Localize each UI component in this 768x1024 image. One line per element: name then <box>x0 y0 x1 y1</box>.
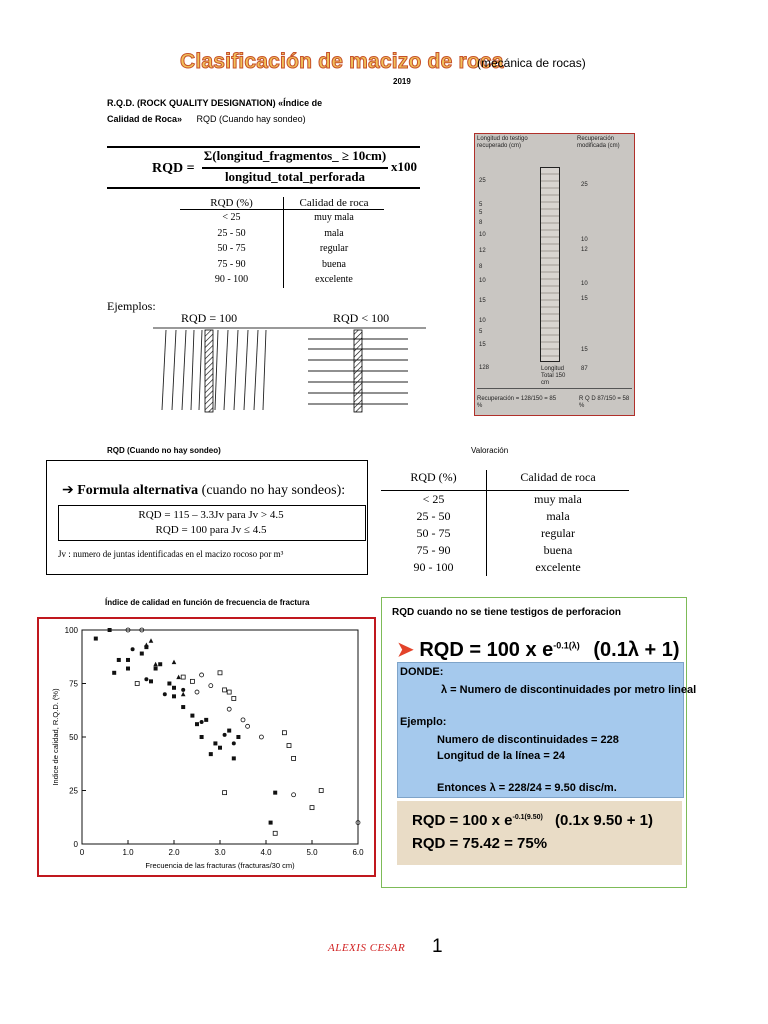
x-tick-label: 4.0 <box>260 848 272 857</box>
data-point <box>195 722 199 726</box>
result-final: RQD = 75.42 = 75% <box>412 835 548 852</box>
photo-value: 15 <box>479 342 486 348</box>
data-point <box>200 735 204 739</box>
data-point <box>181 688 185 692</box>
table-cell-rqd: 50 - 75 <box>217 243 246 255</box>
data-point <box>149 638 154 643</box>
table-cell-rqd: < 25 <box>222 212 241 224</box>
core-sample-column <box>540 167 560 362</box>
result-formula <box>412 812 653 829</box>
data-point <box>181 692 186 697</box>
table-row <box>381 559 629 576</box>
rqd-heading-line2-row <box>107 111 367 127</box>
table-cell-rqd: 25 - 50 <box>416 509 451 523</box>
data-point <box>282 731 286 735</box>
data-point <box>117 658 121 662</box>
data-point <box>310 806 314 810</box>
table-cell-quality: muy mala <box>534 492 582 506</box>
ejemplo-line2: Longitud de la línea = 24 <box>437 750 566 762</box>
data-point <box>241 718 245 722</box>
photo-total-label: Longitud Total 150 cm <box>541 366 566 386</box>
table-cell-quality: regular <box>319 243 349 255</box>
alternative-formula-heading-row <box>62 482 345 499</box>
photo-value: 12 <box>479 248 486 254</box>
data-point <box>204 718 208 722</box>
data-point <box>287 744 291 748</box>
photo-value: 10 <box>581 237 588 243</box>
x-tick-label: 1.0 <box>122 848 134 857</box>
data-point <box>232 696 236 700</box>
data-point <box>292 793 296 797</box>
table-header-rqd: RQD (%) <box>210 197 253 209</box>
x-tick-label: 2.0 <box>168 848 180 857</box>
data-point <box>176 675 181 680</box>
photo-footer-rule <box>477 388 632 389</box>
data-point <box>213 741 217 745</box>
alternative-footnote: Jv : numero de juntas identificadas en el macizo rocoso por m³ <box>58 549 284 559</box>
exponential-formula-tail: (0.1λ + 1) <box>593 639 680 661</box>
x-tick-label: 6.0 <box>352 848 364 857</box>
author-signature: ALEXIS CESAR <box>328 942 406 954</box>
table-header-quality: Calidad de roca <box>299 197 369 209</box>
table-row <box>381 491 629 508</box>
page-subtitle: (mecánica de rocas) <box>477 56 586 70</box>
table-cell-quality: muy mala <box>314 212 354 224</box>
data-point <box>181 675 185 679</box>
data-point <box>223 688 227 692</box>
alternative-line2: RQD = 100 para Jv ≤ 4.5 <box>155 524 267 536</box>
data-point <box>126 658 130 662</box>
rqd-quality-table <box>180 197 384 288</box>
data-point <box>223 791 227 795</box>
formula-numerator: Σ(longitud_fragmentos_ ≥ 10cm) <box>203 148 387 163</box>
exponential-formula <box>397 637 680 662</box>
data-point <box>273 791 277 795</box>
x-tick-label: 0 <box>79 848 85 857</box>
table-cell-rqd: 75 - 90 <box>217 258 246 270</box>
rqd-heading-note: RQD (Cuando hay sondeo) <box>196 114 306 124</box>
pointer-icon: ➤ <box>397 639 420 661</box>
data-point <box>140 652 144 656</box>
alternative-line1: RQD = 115 – 3.3Jv para Jv > 4.5 <box>138 509 284 521</box>
exponential-formula-main: RQD = 100 x e <box>419 639 554 661</box>
data-point <box>158 662 162 666</box>
examples-label: Ejemplos: <box>107 299 156 313</box>
data-point <box>269 821 273 825</box>
rqd-heading-line1: R.Q.D. (ROCK QUALITY DESIGNATION) «Índice de <box>107 98 323 108</box>
y-tick-label: 100 <box>64 626 78 635</box>
photo-left-title: Longitud do testigo recuperado (cm) <box>477 136 528 149</box>
table-cell-rqd: < 25 <box>422 492 445 506</box>
rqd-heading-line2: Calidad de Roca» <box>107 114 183 124</box>
result-formula-exp: -0.1(9.50) <box>512 814 543 821</box>
photo-value: 15 <box>479 298 486 304</box>
photo-footer-left: Recuperación = 128/150 = 85 % <box>477 396 557 409</box>
photo-value: 12 <box>581 247 588 253</box>
data-point <box>172 694 176 698</box>
table-row <box>381 508 629 525</box>
data-point <box>126 667 130 671</box>
ejemplo-label: Ejemplo: <box>400 716 447 728</box>
data-point <box>246 724 250 728</box>
valoracion-body <box>381 491 629 576</box>
result-panel <box>397 801 682 865</box>
photo-value: 5 <box>479 210 483 216</box>
table-cell-quality: excelente <box>315 274 353 286</box>
data-point <box>190 714 194 718</box>
alternative-formula-heading: Formula alternativa <box>77 483 199 498</box>
plot-area <box>82 630 358 844</box>
donde-label: DONDE: <box>400 666 444 678</box>
y-axis-label: Indice de calidad, R.Q.D. (%) <box>51 688 60 786</box>
data-point <box>259 735 263 739</box>
table-header-row <box>180 197 384 210</box>
data-point <box>108 628 112 632</box>
table-row <box>180 272 384 288</box>
photo-value: 10 <box>479 318 486 324</box>
data-point <box>209 684 213 688</box>
formula-lhs: RQD = <box>152 161 195 176</box>
formula-bottom-rule <box>107 187 420 189</box>
ejemplo-line1: Numero de discontinuidades = 228 <box>437 734 619 746</box>
data-point <box>149 679 153 683</box>
photo-footer-right: R Q D 87/150 = 58 % <box>579 396 630 409</box>
data-point <box>232 741 236 745</box>
table-cell-quality: excelente <box>535 560 581 574</box>
table-cell-quality: buena <box>322 258 346 270</box>
x-axis-label: Frecuencia de las fracturas (fracturas/30 cm) <box>145 861 295 870</box>
valoracion-header-row <box>381 470 629 491</box>
data-point <box>163 692 167 696</box>
photo-value: 8 <box>479 220 483 226</box>
data-point <box>172 660 177 665</box>
data-point <box>112 671 116 675</box>
table-cell-rqd: 90 - 100 <box>413 560 454 574</box>
donde-text: λ = Numero de discontinuidades por metro lineal <box>441 684 697 696</box>
data-point <box>154 667 158 671</box>
data-point <box>209 752 213 756</box>
table-cell-rqd: 50 - 75 <box>416 526 451 540</box>
data-point <box>273 831 277 835</box>
no-sondeo-label: RQD (Cuando no hay sondeo) <box>107 446 221 455</box>
valoracion-header-rqd: RQD (%) <box>410 470 457 484</box>
example-left-label: RQD = 100 <box>181 311 238 325</box>
data-point <box>218 746 222 750</box>
table-cell-quality: mala <box>324 227 344 239</box>
fracture-scatter-chart <box>40 620 370 872</box>
data-point <box>319 789 323 793</box>
result-formula-main: RQD = 100 x e <box>412 812 513 829</box>
table-cell-quality: regular <box>541 526 575 540</box>
table-row <box>180 241 384 257</box>
valoracion-label: Valoración <box>471 446 509 455</box>
data-point <box>144 642 149 647</box>
formula-factor: x100 <box>391 159 417 174</box>
data-point <box>94 637 98 641</box>
data-point <box>218 671 222 675</box>
data-point <box>172 686 176 690</box>
photo-value: 15 <box>581 296 588 302</box>
example-drill-sketches <box>148 325 430 415</box>
valoracion-header-quality: Calidad de roca <box>520 470 596 484</box>
photo-value: 25 <box>479 178 486 184</box>
y-tick-label: 0 <box>73 840 78 849</box>
result-formula-tail: (0.1x 9.50 + 1) <box>555 812 653 829</box>
data-point <box>236 735 240 739</box>
alternative-formula-note: (cuando no hay sondeos): <box>201 483 346 498</box>
table-cell-quality: mala <box>546 509 570 523</box>
data-point <box>227 690 231 694</box>
data-point <box>135 682 139 686</box>
table-row <box>180 210 384 226</box>
arrow-icon: ➔ <box>62 483 78 498</box>
data-point <box>227 707 231 711</box>
data-point <box>292 756 296 760</box>
table-row <box>381 525 629 542</box>
x-tick-label: 3.0 <box>214 848 226 857</box>
photo-value: 5 <box>479 202 483 208</box>
photo-value: 87 <box>581 366 588 372</box>
example-right-label: RQD < 100 <box>333 311 390 325</box>
table-cell-rqd: 25 - 50 <box>217 227 246 239</box>
table-cell-rqd: 90 - 100 <box>214 274 249 286</box>
photo-value: 128 <box>479 365 490 371</box>
y-tick-label: 50 <box>69 733 78 742</box>
photo-value: 5 <box>479 329 483 335</box>
photo-value: 25 <box>581 182 588 188</box>
table-row <box>381 542 629 559</box>
data-point <box>223 733 227 737</box>
data-point <box>167 682 171 686</box>
ejemplo-line3: Entonces λ = 228/24 = 9.50 disc/m. <box>437 782 617 794</box>
table-row <box>180 257 384 273</box>
valoracion-table <box>381 470 629 576</box>
data-point <box>153 662 158 667</box>
y-tick-label: 75 <box>69 679 78 689</box>
data-point <box>200 720 204 724</box>
page-title: Clasificación de macizo de roca <box>180 50 504 73</box>
data-point <box>144 677 148 681</box>
data-point <box>232 756 236 760</box>
table-cell-quality: buena <box>543 543 573 557</box>
photo-value: 8 <box>479 264 483 270</box>
x-tick-label: 5.0 <box>306 848 318 857</box>
table-body <box>180 210 384 288</box>
fracture-chart-caption: Índice de calidad en función de frecuencia de fractura <box>105 598 310 607</box>
photo-value: 10 <box>479 278 486 284</box>
exponential-formula-exp: -0.1(λ) <box>553 640 580 651</box>
photo-value: 10 <box>581 281 588 287</box>
data-point <box>227 729 231 733</box>
photo-value: 10 <box>479 232 486 238</box>
data-point <box>131 647 135 651</box>
year-label: 2019 <box>393 77 411 86</box>
exponential-title: RQD cuando no se tiene testigos de perforacion <box>392 607 621 618</box>
data-point <box>190 679 194 683</box>
data-point <box>200 673 204 677</box>
page-number: 1 <box>432 936 443 957</box>
y-tick-label: 25 <box>69 786 78 796</box>
photo-value: 15 <box>581 347 588 353</box>
definition-panel <box>397 662 684 798</box>
data-point <box>195 690 199 694</box>
table-row <box>180 226 384 242</box>
data-point <box>181 705 185 709</box>
rqd-heading <box>107 95 367 127</box>
table-cell-rqd: 75 - 90 <box>416 543 451 557</box>
formula-denominator: longitud_total_perforada <box>224 169 366 184</box>
photo-right-title: Recuperación modificada (cm) <box>577 136 620 149</box>
